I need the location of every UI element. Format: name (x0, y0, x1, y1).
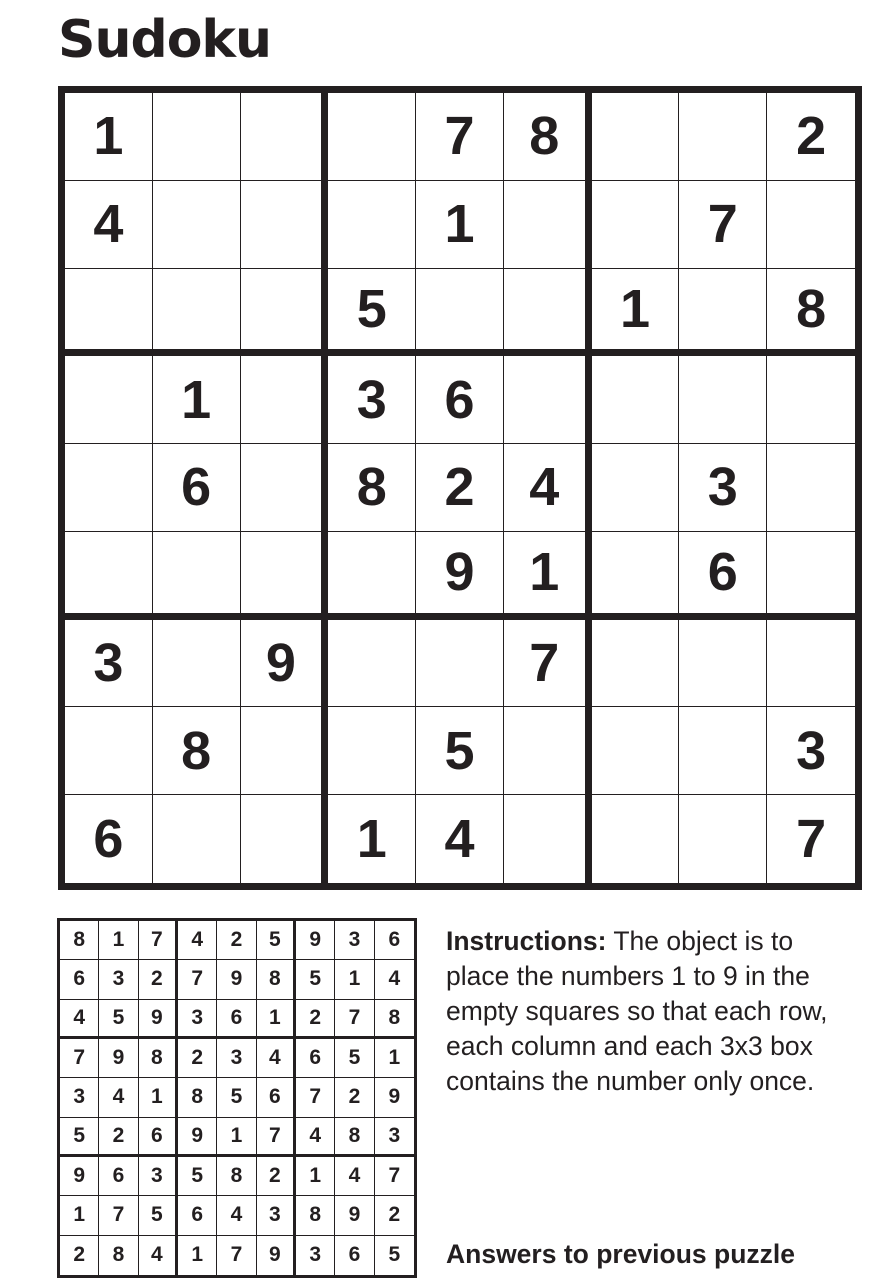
puzzle-cell-r9c9: 7 (796, 809, 827, 870)
answer-cell-r6c6: 7 (257, 1118, 296, 1157)
puzzle-cell-r3c8[interactable] (679, 269, 767, 357)
answer-cell-r8c8: 9 (335, 1196, 374, 1235)
answer-cell-r5c5: 5 (217, 1078, 256, 1117)
puzzle-cell-r4c8[interactable] (679, 356, 767, 444)
puzzle-cell-r5c5: 2 (416, 444, 504, 532)
puzzle-cell-r8c7[interactable] (592, 707, 680, 795)
answer-cell-r2c4: 7 (178, 960, 217, 999)
answer-cell-r9c1: 2 (60, 1236, 99, 1275)
answer-cell-r3c9: 8 (375, 1000, 414, 1039)
puzzle-cell-r2c9[interactable] (767, 181, 855, 269)
answer-cell-r1c3: 7 (139, 921, 178, 960)
answer-cell-r5c2: 4 (99, 1078, 138, 1117)
answer-cell-r2c3: 2 (139, 960, 178, 999)
puzzle-cell-r6c2[interactable] (153, 532, 241, 620)
answer-cell-r3c7: 2 (296, 1000, 335, 1039)
puzzle-cell-r1c7[interactable] (592, 93, 680, 181)
answer-cell-r7c1: 9 (60, 1157, 99, 1196)
answer-cell-r2c5: 9 (217, 960, 256, 999)
answer-cell-r1c6: 5 (257, 921, 296, 960)
answer-cell-r4c8: 5 (335, 1039, 374, 1078)
puzzle-cell-r8c2: 8 (153, 707, 241, 795)
puzzle-cell-r3c7: 1 (592, 269, 680, 357)
answer-cell-r6c3: 6 (139, 1118, 178, 1157)
puzzle-cell-r9c4: 1 (328, 795, 416, 883)
puzzle-cell-r9c6[interactable] (504, 795, 592, 883)
answer-cell-r4c7: 6 (296, 1039, 335, 1078)
puzzle-cell-r4c5: 6 (416, 356, 504, 444)
puzzle-cell-r2c5: 1 (416, 181, 504, 269)
answer-cell-r5c4: 8 (178, 1078, 217, 1117)
puzzle-cell-r9c7[interactable] (592, 795, 680, 883)
answer-cell-r2c9: 4 (375, 960, 414, 999)
answer-cell-r1c4: 4 (178, 921, 217, 960)
puzzle-cell-r1c4[interactable] (328, 93, 416, 181)
instructions-text: The object is to place the numbers 1 to 9 in the empty squares so that each row, each column and each 3x3 box contains the number only once. (446, 926, 828, 1096)
answer-cell-r7c5: 8 (217, 1157, 256, 1196)
puzzle-cell-r7c5[interactable] (416, 620, 504, 708)
puzzle-cell-r3c6[interactable] (504, 269, 592, 357)
answer-cell-r3c4: 3 (178, 1000, 217, 1039)
answer-cell-r5c1: 3 (60, 1078, 99, 1117)
answer-cell-r3c3: 9 (139, 1000, 178, 1039)
puzzle-cell-r8c3[interactable] (241, 707, 329, 795)
answer-cell-r8c6: 3 (257, 1196, 296, 1235)
puzzle-cell-r6c6: 1 (504, 532, 592, 620)
answer-cell-r8c7: 8 (296, 1196, 335, 1235)
puzzle-cell-r8c9: 3 (767, 707, 855, 795)
answer-cell-r3c1: 4 (60, 1000, 99, 1039)
answer-cell-r7c7: 1 (296, 1157, 335, 1196)
answer-cell-r9c3: 4 (139, 1236, 178, 1275)
answers-caption: Answers to previous puzzle (446, 1239, 795, 1269)
instructions-label: Instructions: (446, 926, 607, 956)
answer-cell-r1c1: 8 (60, 921, 99, 960)
answer-cell-r8c5: 4 (217, 1196, 256, 1235)
answer-cell-r4c9: 1 (375, 1039, 414, 1078)
puzzle-cell-r4c6[interactable] (504, 356, 592, 444)
puzzle-cell-r7c4[interactable] (328, 620, 416, 708)
answer-cell-r7c8: 4 (335, 1157, 374, 1196)
answer-cell-r4c4: 2 (178, 1039, 217, 1078)
answer-cell-r6c8: 8 (335, 1118, 374, 1157)
answer-cell-r4c1: 7 (60, 1039, 99, 1078)
puzzle-cell-r2c1: 4 (65, 181, 153, 269)
answer-cell-r6c1: 5 (60, 1118, 99, 1157)
answer-cell-r3c8: 7 (335, 1000, 374, 1039)
answer-cell-r9c4: 1 (178, 1236, 217, 1275)
answer-cell-r1c9: 6 (375, 921, 414, 960)
answer-cell-r8c9: 2 (375, 1196, 414, 1235)
puzzle-cell-r4c4: 3 (328, 356, 416, 444)
puzzle-cell-r9c5: 4 (416, 795, 504, 883)
puzzle-cell-r4c1[interactable] (65, 356, 153, 444)
puzzle-cell-r9c1: 6 (65, 795, 153, 883)
puzzle-cell-r2c7[interactable] (592, 181, 680, 269)
puzzle-cell-r3c1[interactable] (65, 269, 153, 357)
puzzle-cell-r1c9: 2 (767, 93, 855, 181)
puzzle-cell-r6c8: 6 (679, 532, 767, 620)
answer-cell-r9c5: 7 (217, 1236, 256, 1275)
puzzle-cell-r3c5[interactable] (416, 269, 504, 357)
answer-cell-r7c9: 7 (375, 1157, 414, 1196)
answer-cell-r6c4: 9 (178, 1118, 217, 1157)
answer-cell-r6c5: 1 (217, 1118, 256, 1157)
answer-cell-r7c6: 2 (257, 1157, 296, 1196)
previous-answer-grid (57, 918, 417, 1278)
puzzle-cell-r7c2[interactable] (153, 620, 241, 708)
answer-cell-r2c2: 3 (99, 960, 138, 999)
puzzle-cell-r5c2: 6 (153, 444, 241, 532)
puzzle-cell-r2c8: 7 (679, 181, 767, 269)
puzzle-cell-r7c8[interactable] (679, 620, 767, 708)
answer-cell-r6c7: 4 (296, 1118, 335, 1157)
answer-cell-r4c3: 8 (139, 1039, 178, 1078)
answer-cell-r8c2: 7 (99, 1196, 138, 1235)
puzzle-cell-r2c6[interactable] (504, 181, 592, 269)
answer-cell-r9c7: 3 (296, 1236, 335, 1275)
puzzle-cell-r9c2[interactable] (153, 795, 241, 883)
page-title: Sudoku (58, 10, 272, 70)
puzzle-cell-r7c9[interactable] (767, 620, 855, 708)
answer-cell-r2c6: 8 (257, 960, 296, 999)
answer-cell-r2c8: 1 (335, 960, 374, 999)
puzzle-cell-r5c1[interactable] (65, 444, 153, 532)
answer-cell-r5c8: 2 (335, 1078, 374, 1117)
answer-cell-r8c3: 5 (139, 1196, 178, 1235)
answer-cell-r8c4: 6 (178, 1196, 217, 1235)
puzzle-cell-r8c1[interactable] (65, 707, 153, 795)
puzzle-cell-r5c4: 8 (328, 444, 416, 532)
answer-cell-r5c3: 1 (139, 1078, 178, 1117)
puzzle-cell-r4c3[interactable] (241, 356, 329, 444)
puzzle-cell-r2c2[interactable] (153, 181, 241, 269)
puzzle-cell-r5c6: 4 (504, 444, 592, 532)
answer-cell-r1c8: 3 (335, 921, 374, 960)
answer-cell-r3c6: 1 (257, 1000, 296, 1039)
puzzle-cell-r8c8[interactable] (679, 707, 767, 795)
puzzle-cell-r5c9[interactable] (767, 444, 855, 532)
puzzle-cell-r1c5: 7 (416, 93, 504, 181)
puzzle-cell-r1c2[interactable] (153, 93, 241, 181)
puzzle-cell-r6c9[interactable] (767, 532, 855, 620)
puzzle-cell-r7c1: 3 (65, 620, 153, 708)
puzzle-cell-r6c3[interactable] (241, 532, 329, 620)
answer-cell-r6c2: 2 (99, 1118, 138, 1157)
puzzle-cell-r7c3: 9 (241, 620, 329, 708)
puzzle-cell-r9c3[interactable] (241, 795, 329, 883)
puzzle-cell-r4c2: 1 (153, 356, 241, 444)
puzzle-cell-r8c5: 5 (416, 707, 504, 795)
puzzle-cell-r9c8[interactable] (679, 795, 767, 883)
puzzle-cell-r3c3[interactable] (241, 269, 329, 357)
puzzle-cell-r6c4[interactable] (328, 532, 416, 620)
answer-cell-r1c7: 9 (296, 921, 335, 960)
puzzle-cell-r2c4[interactable] (328, 181, 416, 269)
answer-cell-r8c1: 1 (60, 1196, 99, 1235)
puzzle-cell-r7c7[interactable] (592, 620, 680, 708)
answer-cell-r6c9: 3 (375, 1118, 414, 1157)
answer-cell-r3c2: 5 (99, 1000, 138, 1039)
answer-cell-r9c9: 5 (388, 1243, 401, 1267)
answer-cell-r7c4: 5 (178, 1157, 217, 1196)
puzzle-cell-r6c1[interactable] (65, 532, 153, 620)
answer-cell-r5c7: 7 (296, 1078, 335, 1117)
answer-cell-r2c1: 6 (60, 960, 99, 999)
puzzle-cell-r3c2[interactable] (153, 269, 241, 357)
puzzle-cell-r1c8[interactable] (679, 93, 767, 181)
answer-cell-r2c7: 5 (296, 960, 335, 999)
puzzle-cell-r5c3[interactable] (241, 444, 329, 532)
puzzle-cell-r7c6: 7 (504, 620, 592, 708)
answer-cell-r9c6: 9 (257, 1236, 296, 1275)
answer-cell-r1c5: 2 (217, 921, 256, 960)
puzzle-cell-r6c7[interactable] (592, 532, 680, 620)
puzzle-cell-r8c6[interactable] (504, 707, 592, 795)
puzzle-cell-r4c7[interactable] (592, 356, 680, 444)
puzzle-cell-r1c6: 8 (504, 93, 592, 181)
instructions (446, 924, 846, 1099)
puzzle-cell-r6c5: 9 (416, 532, 504, 620)
puzzle-cell-r8c4[interactable] (328, 707, 416, 795)
answer-cell-r4c2: 9 (99, 1039, 138, 1078)
puzzle-cell-r1c1: 1 (65, 93, 153, 181)
puzzle-cell-r5c8: 3 (679, 444, 767, 532)
answer-cell-r4c5: 3 (217, 1039, 256, 1078)
answer-cell-r3c5: 6 (217, 1000, 256, 1039)
answer-cell-r4c6: 4 (257, 1039, 296, 1078)
puzzle-cell-r2c3[interactable] (241, 181, 329, 269)
puzzle-cell-r5c7[interactable] (592, 444, 680, 532)
answer-cell-r7c2: 6 (99, 1157, 138, 1196)
puzzle-cell-r3c4: 5 (328, 269, 416, 357)
answer-cell-r5c9: 9 (375, 1078, 414, 1117)
sudoku-puzzle-grid (58, 86, 862, 890)
answer-cell-r5c6: 6 (257, 1078, 296, 1117)
answer-cell-r9c8: 6 (335, 1236, 374, 1275)
answer-cell-r9c2: 8 (99, 1236, 138, 1275)
answer-cell-r1c2: 1 (99, 921, 138, 960)
answer-cell-r7c3: 3 (139, 1157, 178, 1196)
puzzle-cell-r1c3[interactable] (241, 93, 329, 181)
puzzle-cell-r3c9: 8 (767, 269, 855, 357)
puzzle-cell-r4c9[interactable] (767, 356, 855, 444)
